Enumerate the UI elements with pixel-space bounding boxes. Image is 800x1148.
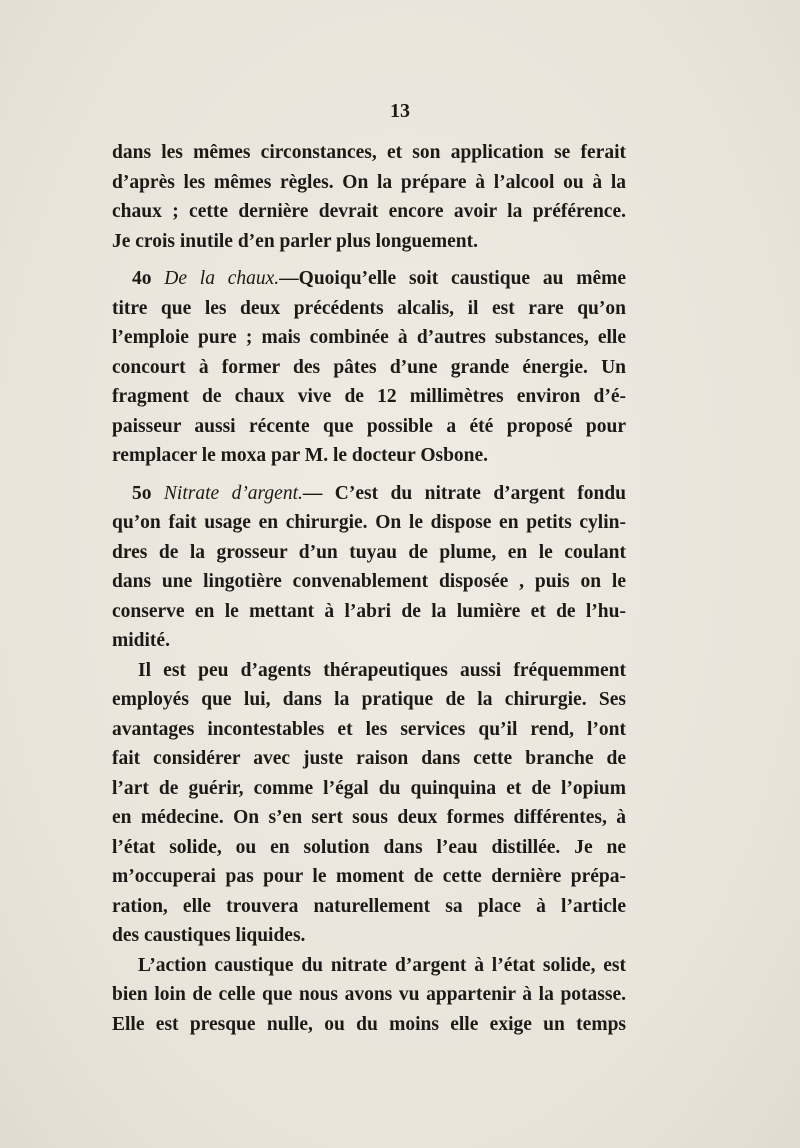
paragraph-chaux <box>112 264 626 471</box>
paragraph-first-line <box>112 264 626 294</box>
text-line: bien loin de celle que nous avons vu appartenir à la potasse. <box>112 984 626 1005</box>
text-line: concourt à former des pâtes d’une grande énergie. Un <box>112 356 626 378</box>
text-line: qu’on fait usage en chirurgie. On le dispose en petits cylin- <box>112 512 626 533</box>
text-fragment: Quoiqu’elle soit caustique au même <box>298 268 627 289</box>
text-line: l’art de guérir, comme l’égal du quinquina et de l’opium <box>112 777 626 799</box>
text-line: employés que lui, dans la pratique de la chirurgie. Ses <box>112 689 626 710</box>
text-line: Il est peu d’agents thérapeutiques aussi fréquemment <box>138 659 626 681</box>
text-line: conserve en le mettant à l’abri de la lumière et de l’hu- <box>112 600 626 622</box>
section-number: 5o <box>132 482 152 504</box>
text-line: Je crois inutile d’en parler plus longuement. <box>112 230 478 252</box>
text-line: ration, elle trouvera naturellement sa place à l’article <box>112 895 626 917</box>
text-line: l’état solide, ou en solution dans l’eau distillée. Je ne <box>112 836 626 858</box>
section-title: De la chaux. <box>164 268 280 289</box>
text-line: des caustiques liquides. <box>112 925 306 946</box>
paragraph-first-line <box>112 479 626 509</box>
text-line: titre que les deux précédents alcalis, il est rare qu’on <box>112 297 626 319</box>
text-line: d’après les mêmes règles. On la prépare à l’alcool ou à la <box>112 171 626 193</box>
text-line: dres de la grosseur d’un tuyau de plume, en le coulant <box>112 541 626 563</box>
text-line: fait considérer avec juste raison dans cette branche de <box>112 748 626 769</box>
text-fragment: C’est du nitrate d’argent fondu <box>334 482 626 504</box>
title-dash: — <box>279 268 299 289</box>
paragraph-nitrate <box>112 479 626 656</box>
page-number: 13 <box>390 100 410 122</box>
section-number: 4o <box>132 268 152 289</box>
text-line: en médecine. On s’en sert sous deux formes différentes, à <box>112 807 626 828</box>
text-line: dans une lingotière convenablement disposée , puis on le <box>112 571 626 592</box>
text-line: paisseur aussi récente que possible a été proposé pour <box>112 415 626 437</box>
body-text <box>112 138 626 1039</box>
text-line: fragment de chaux vive de 12 millimètres environ d’é- <box>112 386 626 407</box>
paragraph <box>112 951 626 1040</box>
text-line: dans les mêmes circonstances, et son application se ferait <box>112 142 626 163</box>
section-title: Nitrate d’argent. <box>163 482 303 504</box>
text-line: m’occuperai pas pour le moment de cette dernière prépa- <box>112 866 626 887</box>
text-line: l’emploie pure ; mais combinée à d’autres substances, elle <box>112 327 626 348</box>
text-line: midité. <box>112 630 170 651</box>
paragraph <box>112 656 626 951</box>
text-line: L’action caustique du nitrate d’argent à l’état solide, est <box>138 954 626 976</box>
text-line: remplacer le moxa par M. le docteur Osbone. <box>112 445 489 466</box>
paragraph-continuation <box>112 138 626 256</box>
text-line: Elle est presque nulle, ou du moins elle exige un temps <box>112 1013 626 1035</box>
text-line: chaux ; cette dernière devrait encore avoir la préférence. <box>112 201 626 222</box>
text-line: avantages incontestables et les services qu’il rend, l’ont <box>112 718 626 740</box>
title-dash: — <box>302 482 323 504</box>
